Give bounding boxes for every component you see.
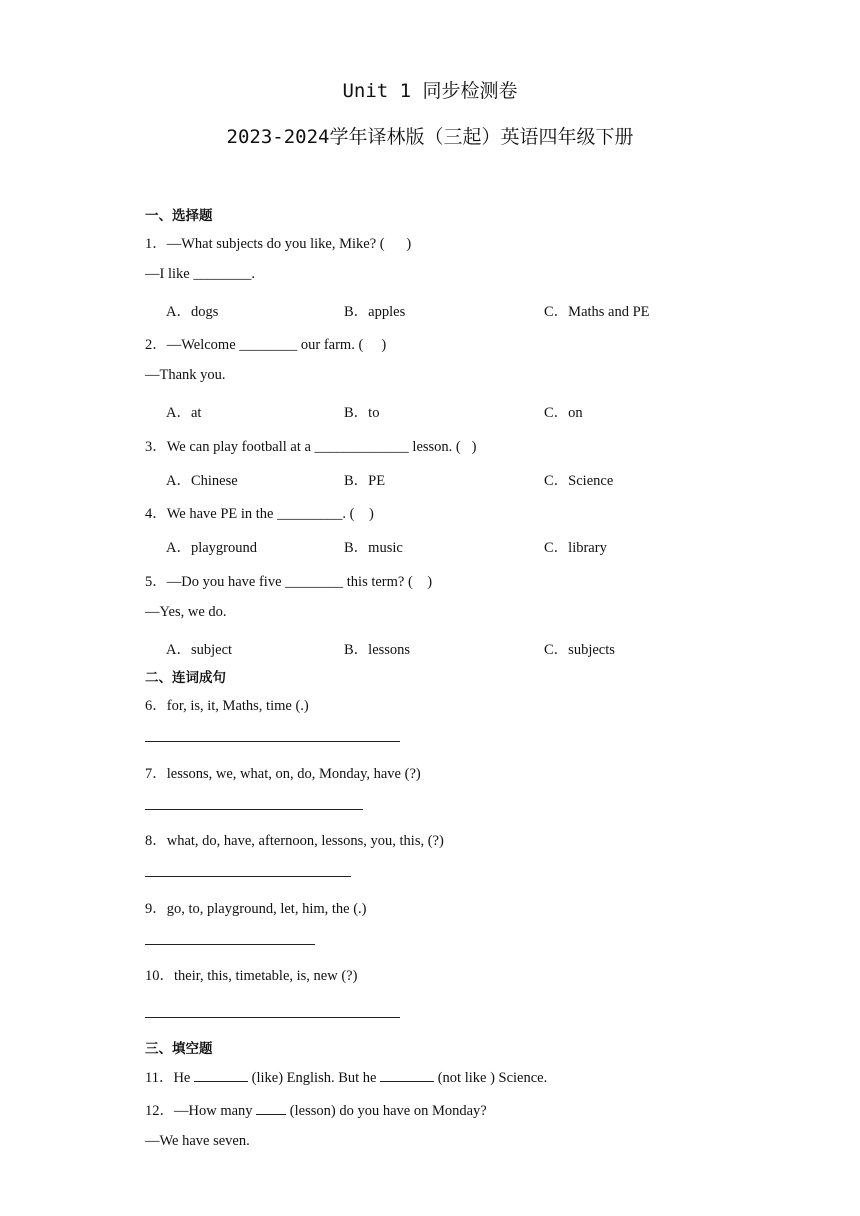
question-6-answer-line (145, 741, 400, 742)
section-heading-fill-blank: 三、填空题 (145, 1041, 213, 1057)
question-2-option-b: B．to (344, 405, 380, 421)
question-1-stem: 1．—What subjects do you like, Mike? ( ) (145, 236, 412, 252)
question-3-option-c: C．Science (544, 473, 614, 489)
question-9-answer-line (145, 944, 315, 945)
question-11-blank-1 (194, 1069, 248, 1082)
question-1-reply: —I like ________. (145, 266, 255, 282)
question-5-option-a: A．subject (166, 642, 233, 658)
question-5-option-c: C．subjects (544, 642, 615, 658)
question-10-answer-line (145, 1017, 400, 1018)
question-11-part-3: (not like ) Science. (434, 1070, 548, 1086)
question-2-reply: —Thank you. (145, 367, 226, 383)
question-3-stem: 3．We can play football at a _____________ lesson. ( ) (145, 439, 477, 455)
question-11 (145, 1066, 547, 1087)
worksheet-title: Unit 1 同步检测卷 (342, 80, 518, 102)
question-12-part-1: 12．—How many (145, 1103, 257, 1119)
question-12-part-2: (lesson) do you have on Monday? (286, 1103, 487, 1119)
question-2-option-a: A．at (166, 405, 202, 421)
question-2-option-c: C．on (544, 405, 583, 421)
question-9-words: 9．go, to, playground, let, him, the (.) (145, 901, 367, 917)
question-12 (145, 1099, 487, 1120)
question-12-reply: —We have seven. (145, 1133, 250, 1149)
question-12-blank (256, 1102, 286, 1115)
question-11-part-2: (like) English. But he (248, 1070, 381, 1086)
question-7-words: 7．lessons, we, what, on, do, Monday, have (?) (145, 766, 421, 782)
section-heading-word-order: 二、连词成句 (145, 670, 226, 686)
question-6-words: 6．for, is, it, Maths, time (.) (145, 698, 309, 714)
question-11-blank-2 (380, 1069, 434, 1082)
section-heading-choice: 一、选择题 (145, 208, 213, 224)
question-4-option-c: C．library (544, 540, 607, 556)
question-1-option-c: C．Maths and PE (544, 304, 650, 320)
question-10-words: 10．their, this, timetable, is, new (?) (145, 968, 358, 984)
question-4-option-b: B．music (344, 540, 403, 556)
question-1-option-b: B．apples (344, 304, 406, 320)
question-8-words: 8．what, do, have, afternoon, lessons, you, this, (?) (145, 833, 444, 849)
question-4-stem: 4．We have PE in the _________. ( ) (145, 506, 374, 522)
question-11-part-1: 11．He (145, 1070, 194, 1086)
question-5-stem: 5．—Do you have five ________ this term? ( ) (145, 574, 433, 590)
question-3-option-b: B．PE (344, 473, 386, 489)
question-1-option-a: A．dogs (166, 304, 219, 320)
question-5-option-b: B．lessons (344, 642, 411, 658)
question-2-stem: 2．—Welcome ________ our farm. ( ) (145, 337, 387, 353)
question-8-answer-line (145, 876, 351, 877)
question-5-reply: —Yes, we do. (145, 604, 227, 620)
question-4-option-a: A．playground (166, 540, 258, 556)
worksheet-subtitle: 2023-2024学年译林版（三起）英语四年级下册 (226, 126, 634, 148)
question-3-option-a: A．Chinese (166, 473, 238, 489)
question-7-answer-line (145, 809, 363, 810)
